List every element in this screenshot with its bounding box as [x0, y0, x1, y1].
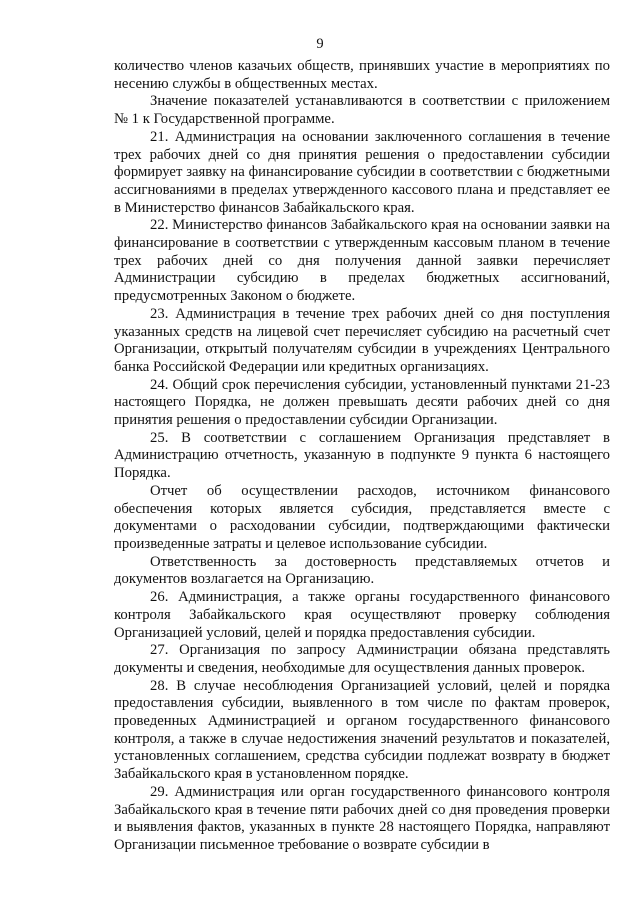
paragraph-29: 29. Администрация или орган государственного финансового контроля Забайкальского края в течение пяти рабочих дней со дня проведения проверки и выявления фактов, указанных в пункте 28 настоящего Порядка, направляют Организации письменное требование о возврате субсидии в — [114, 783, 610, 853]
paragraph-26: 26. Администрация, а также органы государственного финансового контроля Забайкальского края осуществляют проверку соблюдения Организацией условий, целей и порядка предоставления субсидии. — [114, 589, 610, 641]
paragraph-21: 21. Администрация на основании заключенного соглашения в течение трех рабочих дней со дня принятия решения о предоставлении субсидии формирует заявку на финансирование субсидии в соответствии с бюджетными ассигнованиями в пределах утвержденного кассового плана и представляет ее в Министерство финансов Забайкальского края. — [114, 128, 610, 216]
paragraph-28: 28. В случае несоблюдения Организацией условий, целей и порядка предоставления субсидии, выявленного в том числе по фактам проверок, проведенных Администрацией и органом государственного финансового контроля, а также в случае недостижения значений результатов и показателей, установленных соглашением, средства субсидии подлежат возврату в бюджет Забайкальского края в установленном порядке. — [114, 677, 610, 783]
paragraph-24: 24. Общий срок перечисления субсидии, установленный пунктами 21-23 настоящего Порядка, не должен превышать десяти рабочих дней со дня принятия решения о предоставлении субсидии Организации. — [114, 376, 610, 429]
paragraph-25-responsibility: Ответственность за достоверность представляемых отчетов и документов возлагается на Организацию. — [114, 553, 610, 588]
page-number: 9 — [316, 36, 324, 52]
paragraph-indicator-values: Значение показателей устанавливаются в соответствии с приложением № 1 к Государственной программе. — [114, 93, 610, 128]
paragraph-22: 22. Министерство финансов Забайкальского края на основании заявки на финансирование в соответствии с утвержденным кассовым планом в течение трех рабочих дней со дня получения данной заявки перечисляет Администрации субсидию в пределах бюджетных ассигнований, предусмотренных Законом о бюджете. — [114, 217, 610, 305]
paragraph-continuation: количество членов казачьих обществ, принявших участие в мероприятиях по несению службы в общественных местах. — [114, 58, 610, 92]
document-body — [114, 58, 610, 855]
paragraph-23: 23. Администрация в течение трех рабочих дней со дня поступления указанных средств на лицевой счет перечисляет субсидию на расчетный счет Организации, открытый получателям субсидии в учреждениях Центрального банка Российской Федерации или кредитных организациях. — [114, 305, 610, 375]
paragraph-27: 27. Организация по запросу Администрации обязана представлять документы и сведения, необходимые для осуществления данных проверок. — [114, 642, 610, 676]
paragraph-25: 25. В соответствии с соглашением Организация представляет в Администрацию отчетность, указанную в подпункте 9 пункта 6 настоящего Порядка. — [114, 429, 610, 482]
paragraph-25-report: Отчет об осуществлении расходов, источником финансового обеспечения которых является субсидия, представляется вместе с документами о расходовании субсидии, подтверждающими фактически произведенные затраты и целевое использование субсидии. — [114, 482, 610, 552]
